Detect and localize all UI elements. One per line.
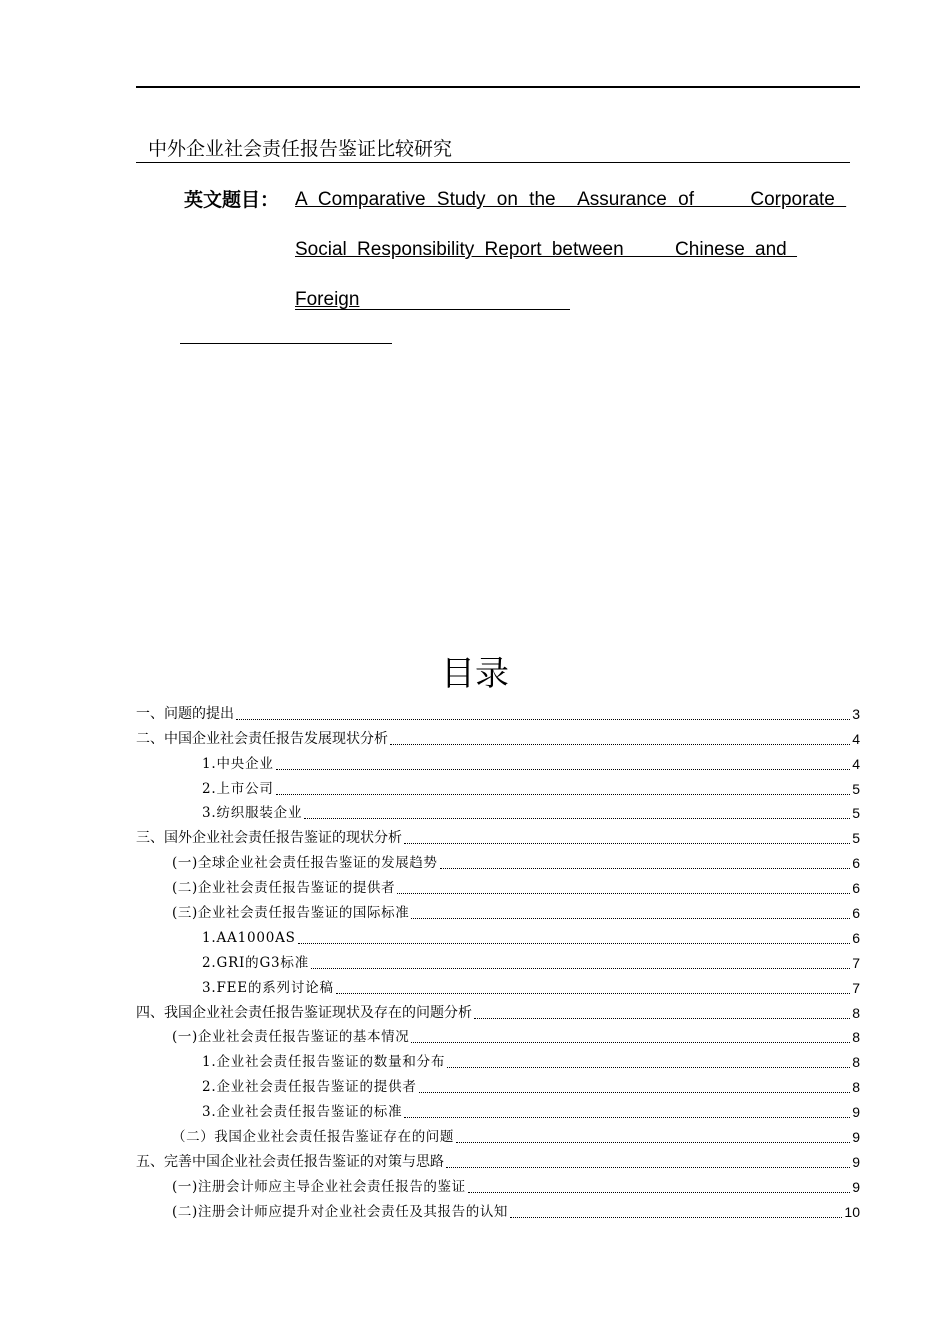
toc-entry[interactable]: [136, 998, 860, 1023]
blank-underline: [180, 343, 392, 344]
toc-dot-leader: [440, 868, 851, 869]
toc-dot-leader: [390, 744, 850, 745]
toc-dot-leader: [276, 794, 851, 795]
toc-entry-text: 1.AA1000AS: [202, 929, 296, 946]
toc-dot-leader: [397, 893, 850, 894]
english-title-label: 英文题目：: [184, 189, 280, 211]
english-title-line-2: Social Responsibility Report between Chinese and: [295, 239, 798, 260]
toc-dot-leader: [447, 1067, 850, 1068]
table-of-contents: [136, 699, 860, 1222]
toc-page-number: 6: [852, 929, 860, 946]
toc-entry[interactable]: [136, 923, 860, 948]
toc-entry[interactable]: [136, 699, 860, 724]
toc-entry-text: (二)企业社会责任报告鉴证的提供者: [172, 880, 396, 897]
toc-entry-text: (一)注册会计师应主导企业社会责任报告的鉴证: [172, 1178, 466, 1195]
toc-page-number: 3: [852, 705, 860, 722]
toc-entry[interactable]: [136, 1197, 860, 1222]
toc-dot-leader: [419, 1092, 851, 1093]
toc-entry[interactable]: [136, 948, 860, 973]
toc-entry-text: (一)全球企业社会责任报告鉴证的发展趋势: [172, 855, 438, 872]
toc-page-number: 8: [852, 1004, 860, 1021]
toc-page-number: 4: [852, 730, 860, 747]
toc-dot-leader: [311, 968, 850, 969]
toc-entry-text: 三、国外企业社会责任报告鉴证的现状分析: [136, 830, 402, 847]
toc-dot-leader: [304, 818, 850, 819]
toc-page-number: 4: [852, 755, 860, 772]
toc-entry[interactable]: [136, 1097, 860, 1122]
toc-page-number: 10: [844, 1203, 860, 1220]
toc-dot-leader: [456, 1142, 850, 1143]
toc-entry-text: 3.纺织服装企业: [202, 805, 303, 822]
toc-entry-text: 3.FEE的系列讨论稿: [202, 979, 334, 996]
toc-entry-text: (一)企业社会责任报告鉴证的基本情况: [172, 1029, 410, 1046]
toc-page-number: 6: [852, 880, 860, 897]
toc-dot-leader: [336, 993, 850, 994]
toc-entry[interactable]: [136, 1122, 860, 1147]
toc-dot-leader: [276, 769, 851, 770]
toc-page-number: 8: [852, 1079, 860, 1096]
english-title-line-1: A Comparative Study on the Assurance of Corporate: [295, 189, 847, 210]
toc-dot-leader: [298, 943, 850, 944]
toc-dot-leader: [411, 918, 850, 919]
english-title-underline-fill: [295, 309, 570, 310]
toc-page-number: 9: [852, 1129, 860, 1146]
english-title-line-3: Foreign: [295, 289, 360, 310]
toc-entry-text: 1.企业社会责任报告鉴证的数量和分布: [202, 1054, 446, 1071]
toc-dot-leader: [404, 843, 850, 844]
toc-entry[interactable]: [136, 799, 860, 824]
toc-entry[interactable]: [136, 973, 860, 998]
toc-dot-leader: [474, 1018, 850, 1019]
toc-entry[interactable]: [136, 749, 860, 774]
toc-dot-leader: [468, 1192, 850, 1193]
toc-page-number: 7: [852, 954, 860, 971]
toc-entry[interactable]: [136, 1047, 860, 1072]
chinese-title: 中外企业社会责任报告鉴证比较研究: [136, 136, 850, 163]
toc-dot-leader: [411, 1042, 850, 1043]
toc-entry-text: (二)注册会计师应提升对企业社会责任及其报告的认知: [172, 1203, 509, 1220]
toc-page-number: 8: [852, 1054, 860, 1071]
toc-entry-text: 五、完善中国企业社会责任报告鉴证的对策与思路: [136, 1153, 444, 1170]
toc-entry[interactable]: [136, 1072, 860, 1097]
toc-entry[interactable]: [136, 898, 860, 923]
toc-entry-text: 二、中国企业社会责任报告发展现状分析: [136, 730, 388, 747]
toc-entry-text: 2.上市公司: [202, 780, 274, 797]
toc-entry[interactable]: [136, 724, 860, 749]
toc-page-number: 7: [852, 979, 860, 996]
toc-entry-text: 2.企业社会责任报告鉴证的提供者: [202, 1079, 417, 1096]
header-rule: [136, 86, 860, 88]
toc-entry[interactable]: [136, 1172, 860, 1197]
toc-page-number: 6: [852, 905, 860, 922]
toc-entry[interactable]: [136, 774, 860, 799]
toc-page-number: 5: [852, 805, 860, 822]
toc-entry-text: 一、问题的提出: [136, 705, 234, 722]
toc-page-number: 5: [852, 780, 860, 797]
toc-entry-text: 2.GRI的G3标准: [202, 954, 310, 971]
toc-dot-leader: [236, 719, 850, 720]
toc-page-number: 6: [852, 855, 860, 872]
toc-dot-leader: [404, 1117, 850, 1118]
toc-entry-text: (三)企业社会责任报告鉴证的国际标准: [172, 905, 410, 922]
toc-dot-leader: [510, 1217, 842, 1218]
toc-entry-text: 1.中央企业: [202, 755, 274, 772]
toc-entry-text: （二）我国企业社会责任报告鉴证存在的问题: [172, 1129, 454, 1146]
toc-dot-leader: [446, 1167, 850, 1168]
toc-entry[interactable]: [136, 823, 860, 848]
toc-title: 目录: [441, 654, 509, 694]
toc-page-number: 9: [852, 1178, 860, 1195]
toc-page-number: 9: [852, 1153, 860, 1170]
toc-entry[interactable]: [136, 1023, 860, 1048]
toc-entry-text: 四、我国企业社会责任报告鉴证现状及存在的问题分析: [136, 1004, 472, 1021]
toc-entry-text: 3.企业社会责任报告鉴证的标准: [202, 1104, 403, 1121]
toc-page-number: 8: [852, 1029, 860, 1046]
toc-entry[interactable]: [136, 873, 860, 898]
toc-page-number: 5: [852, 830, 860, 847]
toc-entry[interactable]: [136, 1147, 860, 1172]
toc-page-number: 9: [852, 1104, 860, 1121]
toc-entry[interactable]: [136, 848, 860, 873]
